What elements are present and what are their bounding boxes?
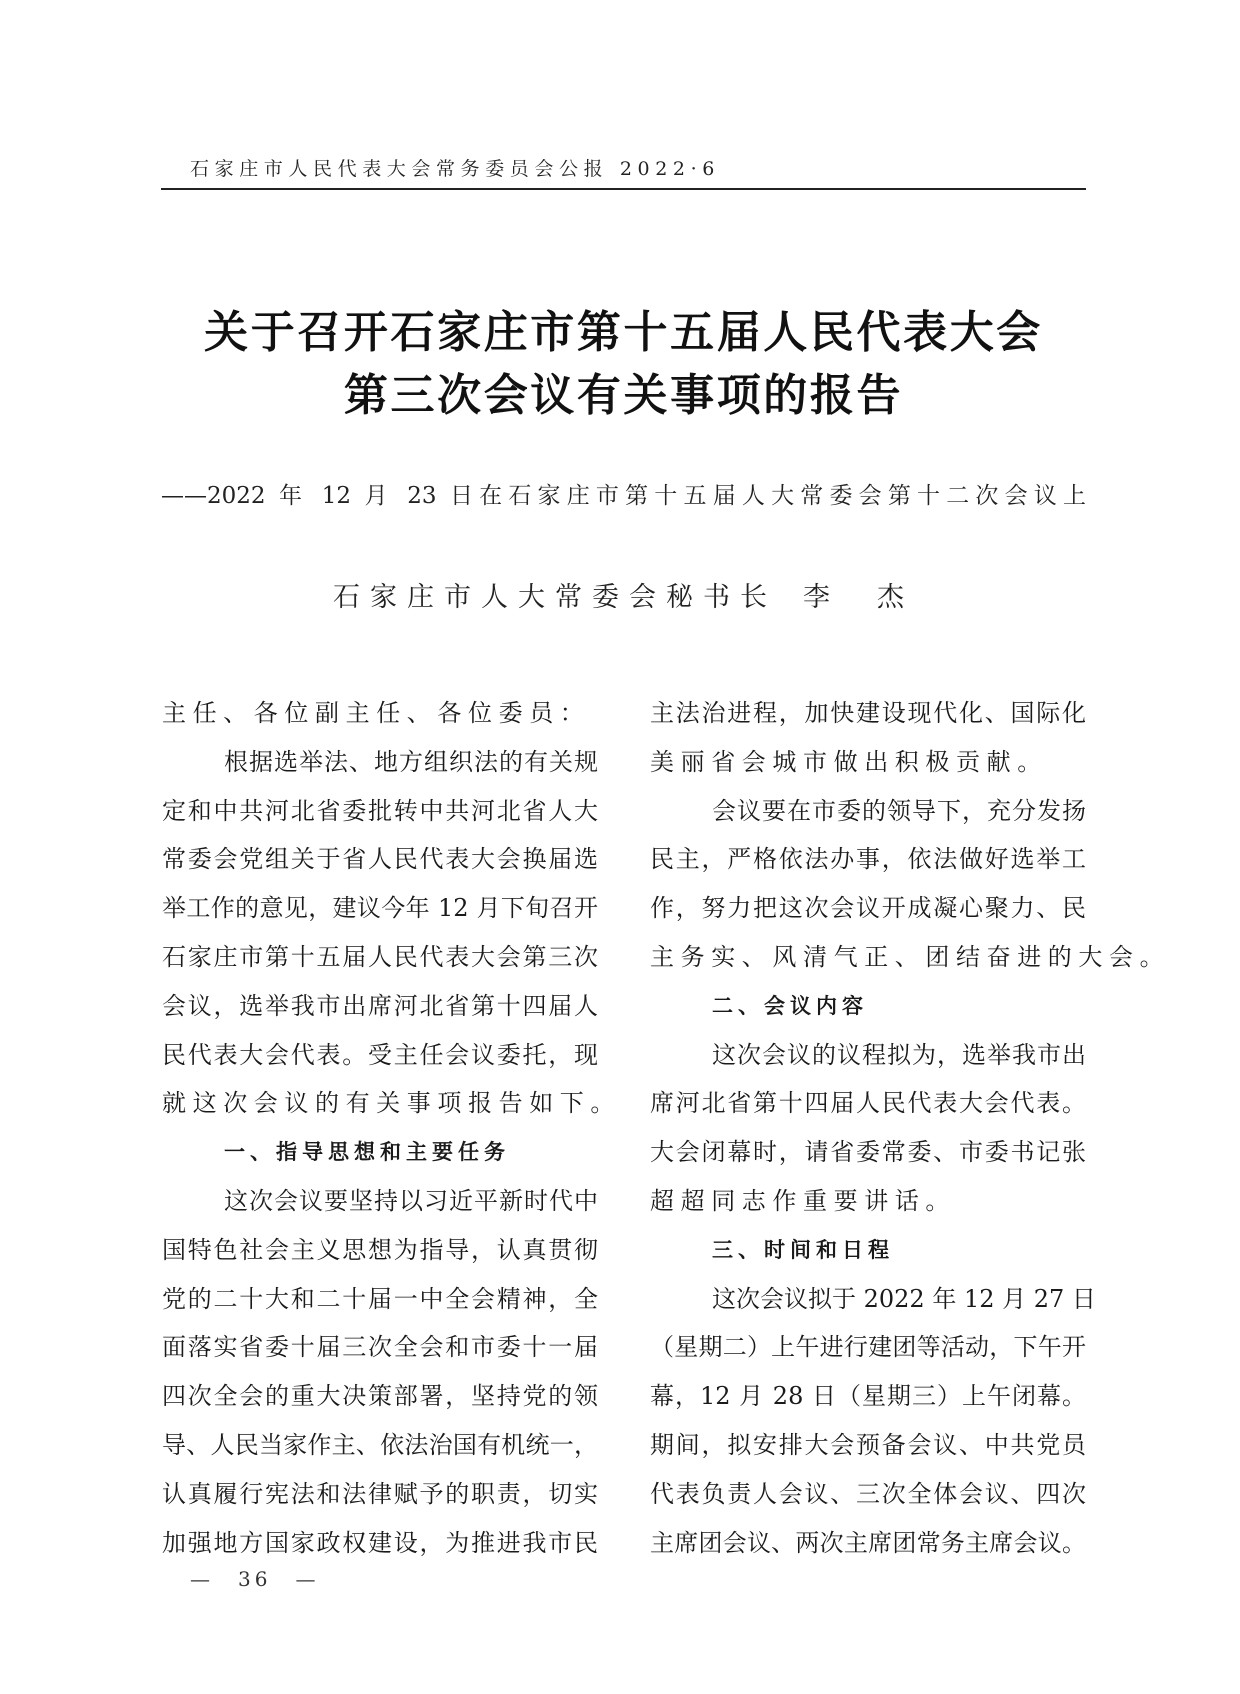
body-text-line: 幕，12 月 28 日（星期三）上午闭幕。 (650, 1382, 1086, 1411)
section-heading: 三、时间和日程 (712, 1237, 894, 1262)
body-text-line: 超超同志作重要讲话。 (650, 1186, 956, 1215)
page-number: — 36 — (190, 1567, 320, 1591)
body-text-line: 美丽省会城市做出积极贡献。 (650, 747, 1048, 776)
body-text-line: 主任、各位副主任、各位委员： (162, 699, 591, 727)
body-text-line: 定和中共河北省委批转中共河北省人大 (162, 796, 598, 825)
header-rule (161, 188, 1086, 190)
author-position: 石家庄市人大常委会秘书长 (333, 582, 777, 613)
body-text-line: 根据选举法、地方组织法的有关规 (224, 747, 598, 776)
section-heading: 二、会议内容 (712, 993, 868, 1018)
body-text-line: 党的二十大和二十届一中全会精神，全 (162, 1284, 598, 1313)
body-text-line: 这次会议要坚持以习近平新时代中 (224, 1186, 598, 1215)
body-text-line: 作，努力把这次会议开成凝心聚力、民 (650, 894, 1086, 923)
body-text-line: 这次会议拟于 2022 年 12 月 27 日 (712, 1284, 1096, 1313)
body-text-line: 就这次会议的有关事项报告如下。 (162, 1089, 621, 1118)
body-text-line: 席河北省第十四届人民代表大会代表。 (650, 1089, 1086, 1118)
body-text-line: 举工作的意见，建议今年 12 月下旬召开 (162, 894, 598, 923)
section-heading: 一、指导思想和主要任务 (224, 1140, 510, 1165)
body-text-line: 大会闭幕时，请省委常委、市委书记张 (650, 1138, 1086, 1167)
body-text-line: 常委会党组关于省人民代表大会换届选 (162, 845, 598, 874)
body-text-line: 会议要在市委的领导下，充分发扬 (712, 796, 1086, 825)
body-text-line: 四次全会的重大决策部署，坚持党的领 (162, 1382, 598, 1411)
body-text-line: （星期二）上午进行建团等活动，下午开 (650, 1333, 1086, 1362)
body-text-line: 加强地方国家政权建设，为推进我市民 (162, 1528, 598, 1557)
body-text-line: 认真履行宪法和法律赋予的职责，切实 (162, 1479, 598, 1508)
body-text-line: 期间，拟安排大会预备会议、中共党员 (650, 1430, 1086, 1459)
document-subtitle: ——2022 年 12 月 23 日在石家庄市第十五届人大常委会第十二次会议上 (161, 483, 1086, 509)
body-column-right (650, 696, 1171, 1574)
document-title-line-1: 关于召开石家庄市第十五届人民代表大会 (204, 307, 1043, 358)
body-text-line: 国特色社会主义思想为指导，认真贯彻 (162, 1235, 598, 1264)
body-text-line: 导、人民当家作主、依法治国有机统一， (162, 1430, 598, 1459)
body-text-line: 主席团会议、两次主席团常务主席会议。 (650, 1528, 1086, 1557)
body-text-line: 面落实省委十届三次全会和市委十一届 (162, 1333, 598, 1362)
body-text-line: 民主，严格依法办事，依法做好选举工 (650, 845, 1086, 874)
body-text-line: 主务实、风清气正、团结奋进的大会。 (650, 942, 1171, 971)
body-text-line: 代表负责人会议、三次全体会议、四次 (650, 1479, 1086, 1508)
body-text-line: 主法治进程，加快建设现代化、国际化 (650, 699, 1086, 727)
body-column-left (162, 696, 621, 1574)
body-text-line: 这次会议的议程拟为，选举我市出 (712, 1040, 1086, 1069)
body-text-line: 石家庄市第十五届人民代表大会第三次 (162, 942, 598, 971)
author-name: 李 杰 (803, 582, 914, 613)
document-title-line-2: 第三次会议有关事项的报告 (343, 370, 904, 421)
author-line (161, 575, 1086, 614)
body-text-line: 会议，选举我市出席河北省第十四届人 (162, 991, 598, 1020)
body-text-line: 民代表大会代表。受主任会议委托，现 (162, 1040, 598, 1069)
running-header: 石家庄市人民代表大会常务委员会公报 2022·6 (190, 158, 720, 180)
